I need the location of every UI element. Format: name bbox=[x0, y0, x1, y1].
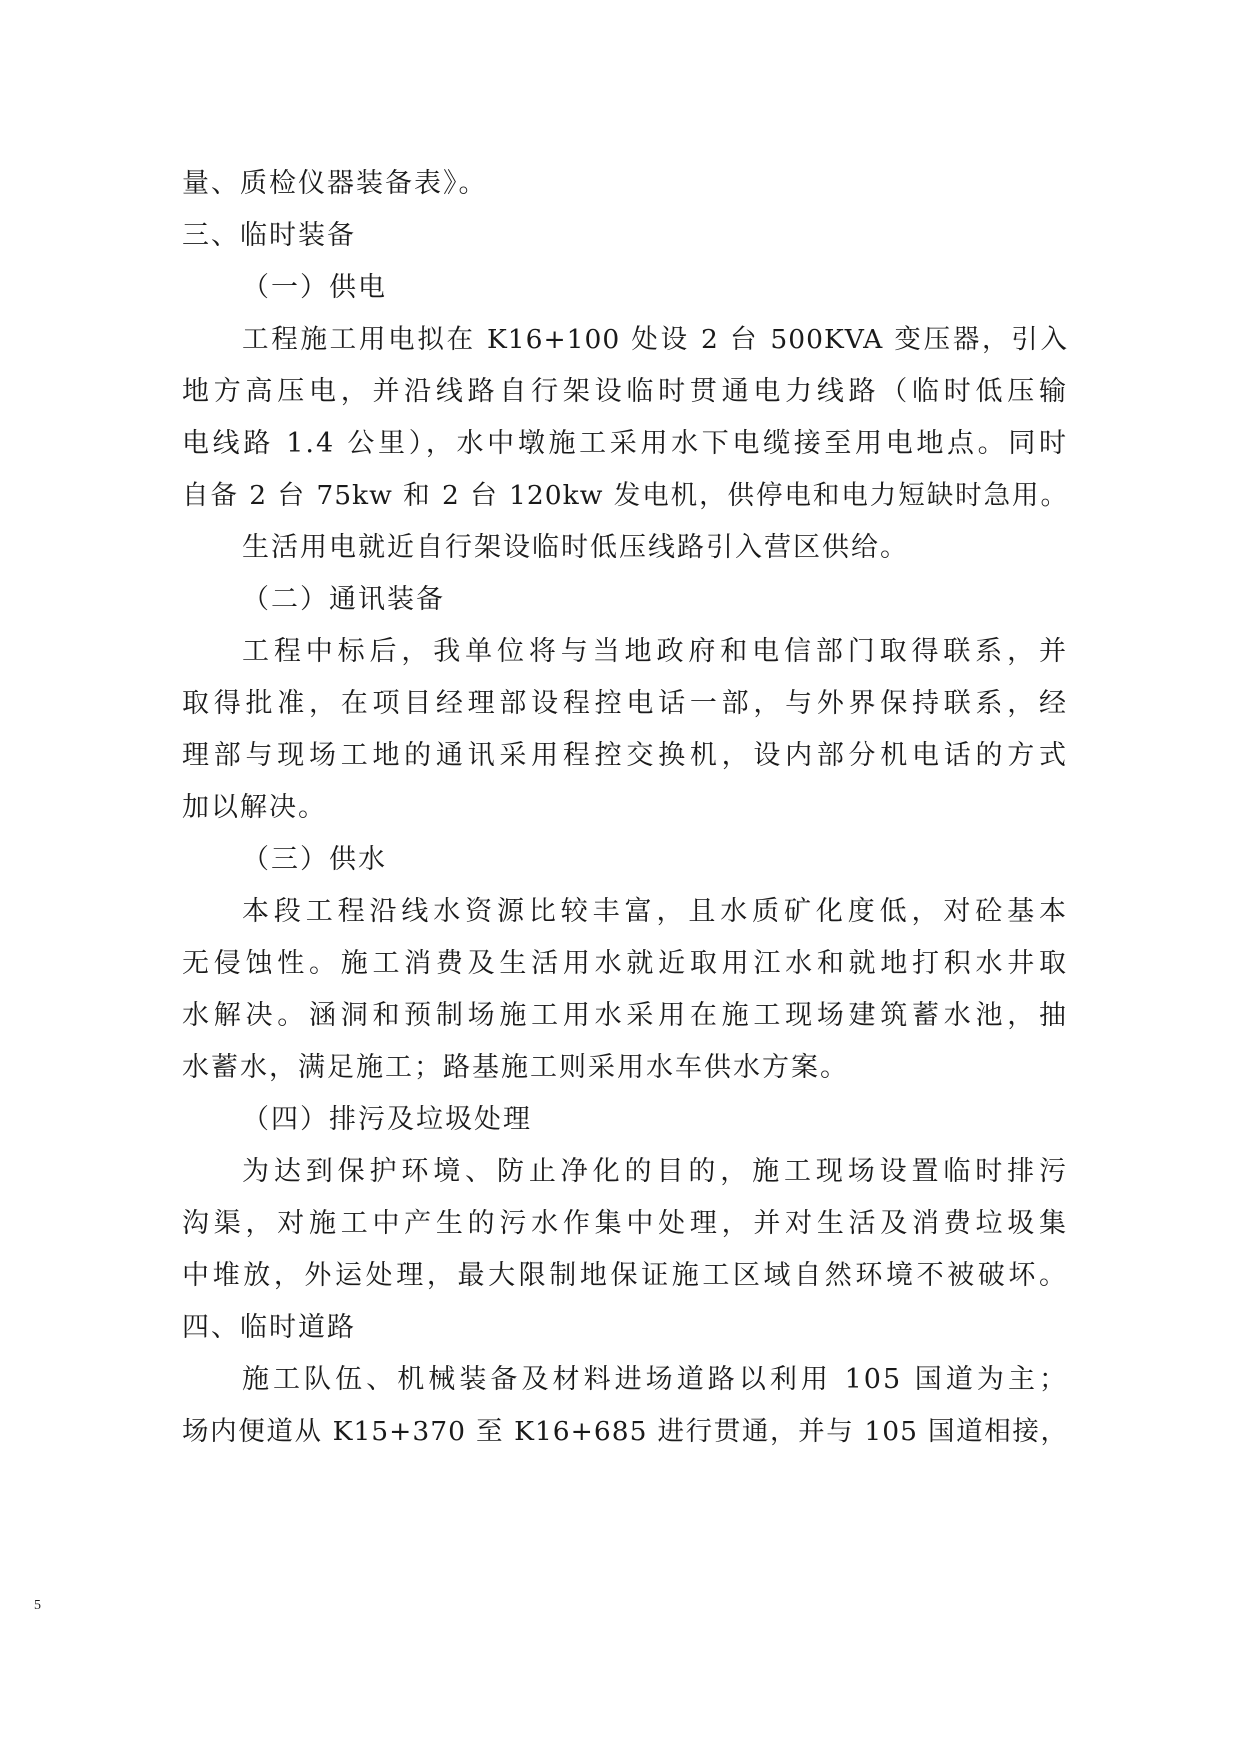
subsection-heading: （二）通讯装备 bbox=[242, 584, 445, 615]
paragraph-line: 地方高压电，并沿线路自行架设临时贯通电力线路（临时低压输 bbox=[182, 376, 1068, 407]
paragraph-line: 取得批准，在项目经理部设程控电话一部，与外界保持联系，经 bbox=[182, 688, 1068, 719]
paragraph-line: 生活用电就近自行架设临时低压线路引入营区供给。 bbox=[242, 532, 909, 563]
paragraph-line: 加以解决。 bbox=[182, 792, 327, 823]
subsection-heading: （一）供电 bbox=[242, 272, 387, 303]
paragraph-line: 水解决。涵洞和预制场施工用水采用在施工现场建筑蓄水池，抽 bbox=[182, 1000, 1068, 1031]
paragraph-line: 场内便道从 K15+370 至 K16+685 进行贯通，并与 105 国道相接， bbox=[182, 1416, 1068, 1447]
section-heading: 四、临时道路 bbox=[182, 1312, 356, 1343]
paragraph-line: 本段工程沿线水资源比较丰富，且水质矿化度低，对砼基本 bbox=[242, 896, 1068, 927]
paragraph-line: 理部与现场工地的通讯采用程控交换机，设内部分机电话的方式 bbox=[182, 740, 1068, 771]
paragraph-line: 施工队伍、机械装备及材料进场道路以利用 105 国道为主； bbox=[242, 1364, 1068, 1395]
paragraph-line: 沟渠，对施工中产生的污水作集中处理，并对生活及消费垃圾集 bbox=[182, 1208, 1068, 1239]
paragraph-line: 无侵蚀性。施工消费及生活用水就近取用江水和就地打积水井取 bbox=[182, 948, 1068, 979]
paragraph-line: 中堆放，外运处理，最大限制地保证施工区域自然环境不被破坏。 bbox=[182, 1260, 1068, 1291]
page-number: 5 bbox=[34, 1598, 41, 1613]
paragraph-line: 为达到保护环境、防止净化的目的，施工现场设置临时排污 bbox=[242, 1156, 1068, 1187]
paragraph-line: 电线路 1.4 公里），水中墩施工采用水下电缆接至用电地点。同时 bbox=[182, 428, 1068, 459]
paragraph-line: 量、质检仪器装备表》。 bbox=[182, 168, 488, 199]
paragraph-line: 自备 2 台 75kw 和 2 台 120kw 发电机，供停电和电力短缺时急用。 bbox=[182, 480, 1068, 511]
paragraph-line: 工程施工用电拟在 K16+100 处设 2 台 500KVA 变压器，引入 bbox=[242, 324, 1068, 355]
paragraph-line: 工程中标后，我单位将与当地政府和电信部门取得联系，并 bbox=[242, 636, 1068, 667]
subsection-heading: （三）供水 bbox=[242, 844, 387, 875]
subsection-heading: （四）排污及垃圾处理 bbox=[242, 1104, 532, 1135]
paragraph-line: 水蓄水，满足施工；路基施工则采用水车供水方案。 bbox=[182, 1052, 849, 1083]
section-heading: 三、临时装备 bbox=[182, 220, 356, 251]
